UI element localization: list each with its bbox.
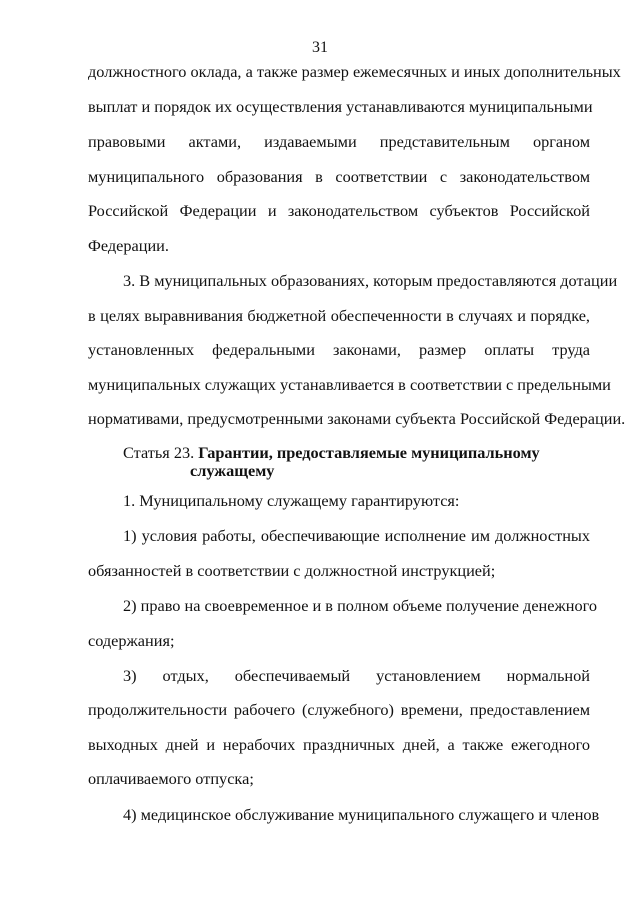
list-item-line: содержания; — [88, 631, 175, 650]
paragraph-line: 3. В муниципальных образованиях, которым предоставляются дотации — [123, 271, 618, 290]
article-title: Гарантии, предоставляемые муниципальному — [198, 443, 540, 462]
list-item-line: выходных дней и нерабочих праздничных дней, а также ежегодного — [88, 735, 590, 754]
paragraph-line: муниципального образования в соответствии с законодательством — [88, 167, 590, 186]
page-number: 31 — [312, 39, 328, 56]
list-item-line: обязанностей в соответствии с должностной инструкцией; — [88, 561, 496, 580]
paragraph-line: 1. Муниципальному служащему гарантируются: — [123, 491, 460, 510]
article-title-continuation: служащему — [190, 461, 275, 480]
list-item-line: продолжительности рабочего (служебного) времени, предоставлением — [88, 700, 590, 719]
paragraph-line: должностного оклада, а также размер ежемесячных и иных дополнительных — [88, 62, 621, 81]
article-heading — [123, 443, 540, 463]
paragraph-line: в целях выравнивания бюджетной обеспеченности в случаях и порядке, — [88, 306, 590, 325]
list-item-line: оплачиваемого отпуска; — [88, 769, 254, 788]
list-item-line: 2) право на своевременное и в полном объеме получение денежного — [123, 596, 598, 615]
paragraph-line: муниципальных служащих устанавливается в соответствии с предельными — [88, 375, 611, 394]
list-item-line: 3) отдых, обеспечиваемый установлением нормальной — [123, 666, 590, 685]
paragraph-line: Российской Федерации и законодательством субъектов Российской — [88, 201, 590, 220]
article-label: Статья 23. — [123, 443, 195, 462]
paragraph-line: установленных федеральными законами, размер оплаты труда — [88, 340, 590, 359]
paragraph-line: выплат и порядок их осуществления устанавливаются муниципальными — [88, 97, 593, 116]
list-item-line: 4) медицинское обслуживание муниципального служащего и членов — [123, 805, 600, 824]
paragraph-line: правовыми актами, издаваемыми представительным органом — [88, 132, 590, 151]
list-item-line: 1) условия работы, обеспечивающие исполнение им должностных — [123, 526, 590, 545]
paragraph-line: Федерации. — [88, 236, 169, 255]
paragraph-line: нормативами, предусмотренными законами субъекта Российской Федерации. — [88, 409, 626, 428]
